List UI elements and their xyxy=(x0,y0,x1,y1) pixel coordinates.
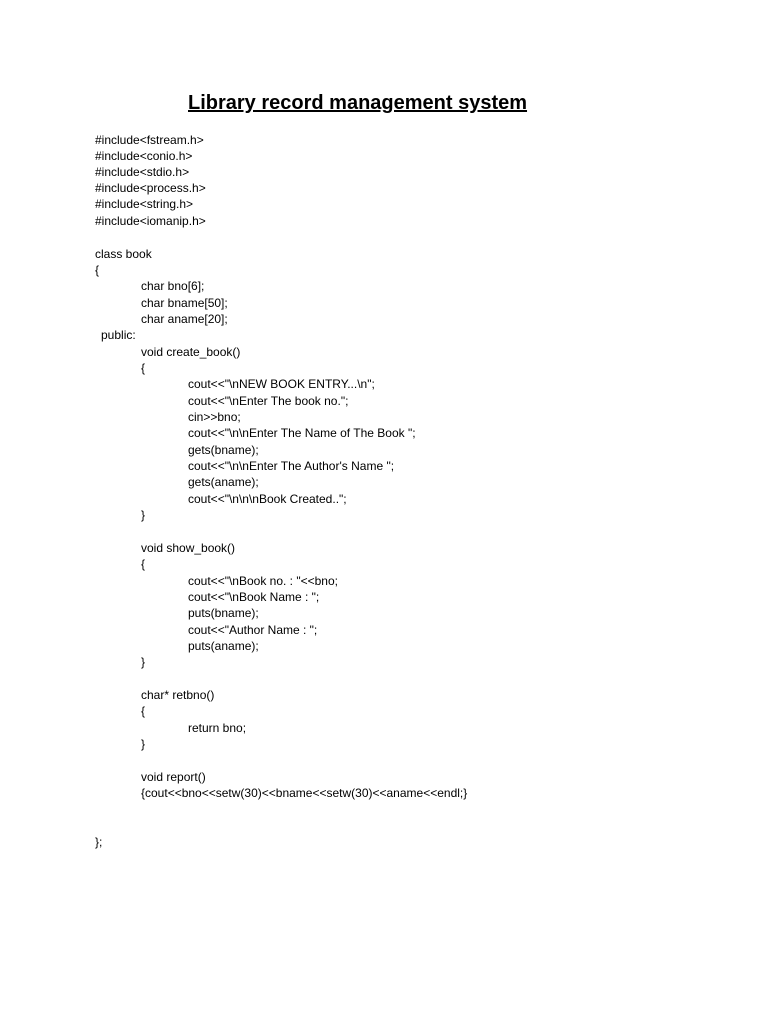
function-close-brace: } xyxy=(141,737,146,751)
code-statement: cout<<"\nBook no. : "<<bno; xyxy=(188,574,338,588)
code-statement: cout<<"\n\nEnter The Author's Name "; xyxy=(188,459,395,473)
code-statement: return bno; xyxy=(188,721,247,735)
function-signature: void create_book() xyxy=(141,345,241,359)
code-statement: puts(bname); xyxy=(188,606,259,620)
code-statement: cout<<"\nNEW BOOK ENTRY...\n"; xyxy=(188,377,375,391)
code-statement: cout<<"\n\nEnter The Name of The Book "; xyxy=(188,426,416,440)
include-line: #include<string.h> xyxy=(95,197,194,211)
include-line: #include<fstream.h> xyxy=(95,133,204,147)
class-close-brace: }; xyxy=(95,835,103,849)
member-line: char bno[6]; xyxy=(141,279,205,293)
member-line: char aname[20]; xyxy=(141,312,228,326)
code-statement: cin>>bno; xyxy=(188,410,241,424)
function-open-brace: { xyxy=(141,361,146,375)
page-title: Library record management system xyxy=(188,92,528,114)
code-statement: cout<<"\nBook Name : "; xyxy=(188,590,320,604)
code-statement: gets(aname); xyxy=(188,475,259,489)
code-statement: cout<<"\nEnter The book no."; xyxy=(188,394,349,408)
code-statement: gets(bname); xyxy=(188,443,259,457)
function-signature: void show_book() xyxy=(141,541,236,555)
member-line: char bname[50]; xyxy=(141,296,228,310)
include-line: #include<stdio.h> xyxy=(95,165,190,179)
class-declaration: class book xyxy=(95,247,152,261)
code-statement: {cout<<bno<<setw(30)<<bname<<setw(30)<<aname<<endl;} xyxy=(141,786,468,800)
access-specifier: public: xyxy=(101,328,136,342)
class-open-brace: { xyxy=(95,263,100,277)
code-statement: cout<<"Author Name : "; xyxy=(188,623,318,637)
function-open-brace: { xyxy=(141,557,146,571)
function-close-brace: } xyxy=(141,508,146,522)
function-signature: void report() xyxy=(141,770,206,784)
function-close-brace: } xyxy=(141,655,146,669)
code-statement: cout<<"\n\n\nBook Created.."; xyxy=(188,492,347,506)
code-statement: puts(aname); xyxy=(188,639,259,653)
include-line: #include<process.h> xyxy=(95,181,206,195)
include-line: #include<iomanip.h> xyxy=(95,214,206,228)
function-open-brace: { xyxy=(141,704,146,718)
function-signature: char* retbno() xyxy=(141,688,215,702)
include-line: #include<conio.h> xyxy=(95,149,193,163)
